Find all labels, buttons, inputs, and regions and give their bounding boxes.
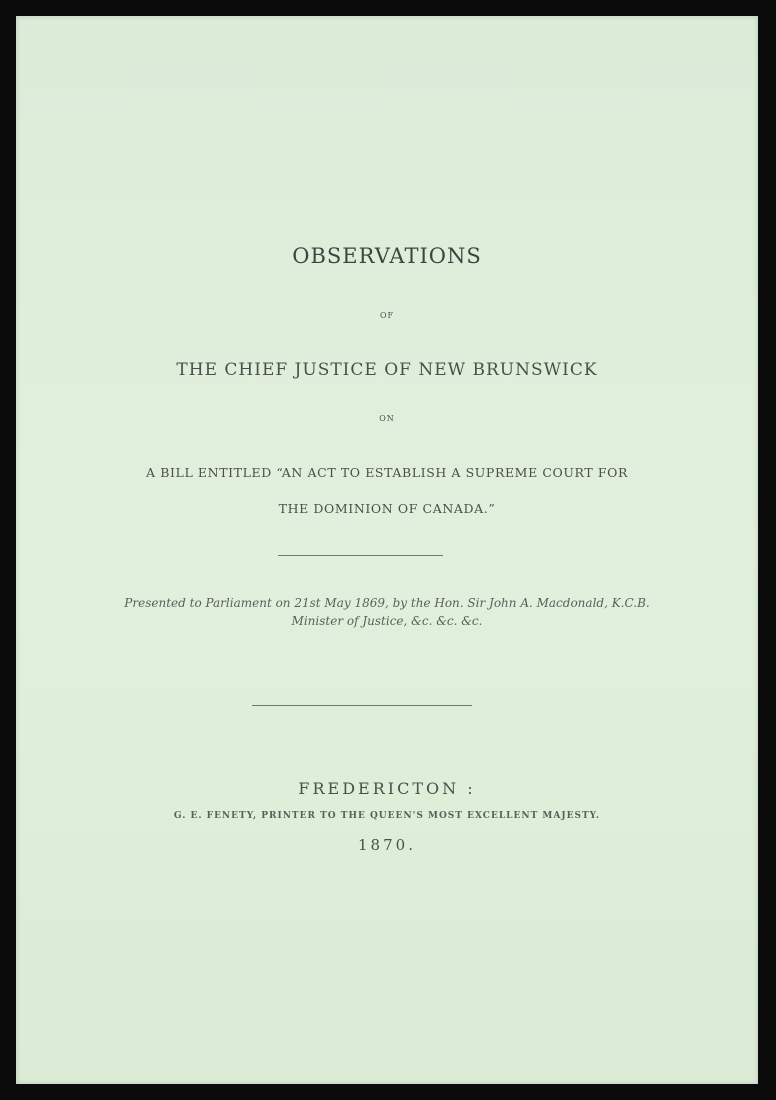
bill-title-line2: THE DOMINION OF CANADA.”	[278, 501, 496, 516]
document-page	[16, 16, 758, 1084]
title: OBSERVATIONS	[292, 244, 482, 268]
subject: THE CHIEF JUSTICE OF NEW BRUNSWICK	[176, 360, 598, 380]
imprint-year: 1870.	[358, 836, 416, 854]
presented-line1: Presented to Parliament on 21st May 1869, by the Hon. Sir John A. Macdonald, K.C.B.	[124, 596, 650, 610]
bill-title-line1: A BILL ENTITLED “AN ACT TO ESTABLISH A SUPREME COURT FOR	[146, 465, 628, 480]
imprint-city: FREDERICTON :	[298, 779, 476, 798]
presented-line2: Minister of Justice, &c. &c. &c.	[291, 614, 483, 628]
divider	[252, 705, 472, 706]
divider	[278, 555, 443, 556]
of-label: OF	[379, 311, 395, 320]
imprint-printer: G. E. FENETY, PRINTER TO THE QUEEN'S MOST EXCELLENT MAJESTY.	[173, 811, 601, 821]
on-label: ON	[379, 414, 395, 423]
